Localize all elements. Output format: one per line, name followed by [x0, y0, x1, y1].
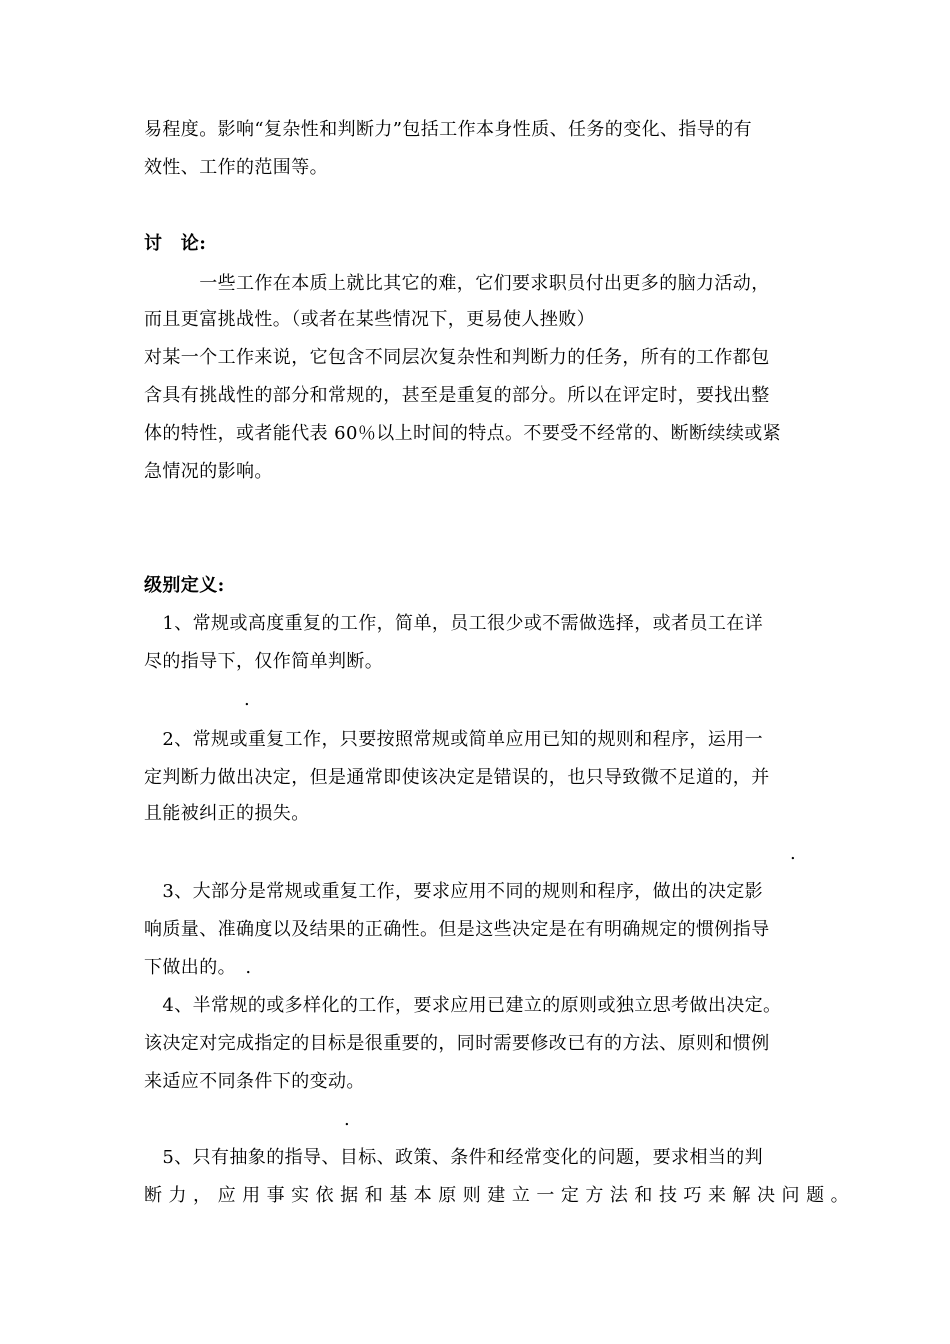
level3-line-2: 响质量、准确度以及结果的正确性。但是这些决定是在有明确规定的惯例指导 [144, 919, 770, 940]
intro-line-2: 效性、工作的范围等。 [144, 157, 328, 178]
discussion-line-4: 含具有挑战性的部分和常规的，甚至是重复的部分。所以在评定时，要找出整 [144, 385, 770, 406]
level1-line-1: 1、常规或高度重复的工作，简单，员工很少或不需做选择，或者员工在详 [144, 613, 764, 634]
discussion-line-2: 而且更富挑战性。（或者在某些情况下，更易使人挫败） [144, 309, 595, 330]
discussion-line-1: 一些工作在本质上就比其它的难，它们要求职员付出更多的脑力活动， [144, 273, 770, 294]
level3-line-1: 3、大部分是常规或重复工作，要求应用不同的规则和程序，做出的决定影 [144, 881, 764, 902]
discussion-line-6: 急情况的影响。 [144, 461, 273, 482]
dot-mark-3: . [344, 1109, 350, 1130]
dot-mark-1: . [244, 689, 250, 710]
level4-line-1: 4、半常规的或多样化的工作，要求应用已建立的原则或独立思考做出决定。 [144, 995, 782, 1016]
level3-line-3: 下做出的。 . [144, 957, 252, 978]
intro-line-1: 易程度。影响“复杂性和判断力”包括工作本身性质、任务的变化、指导的有 [144, 119, 753, 140]
level5-line-2: 断 力 ， 应 用 事 实 依 据 和 基 本 原 则 建 立 一 定 方 法 和 技 巧 来 解 决 问 题 。 [144, 1185, 850, 1206]
level2-line-2: 定判断力做出决定，但是通常即使该决定是错误的，也只导致微不足道的，并 [144, 767, 770, 788]
discussion-line-5: 体的特性，或者能代表 60％以上时间的特点。不要受不经常的、断断续续或紧 [144, 423, 782, 444]
discussion-heading: 讨 论: [144, 233, 207, 254]
level1-line-2: 尽的指导下，仅作简单判断。 [144, 651, 384, 672]
level2-line-3: 且能被纠正的损失。 [144, 803, 310, 824]
level4-line-3: 来适应不同条件下的变动。 [144, 1071, 365, 1092]
level4-line-2: 该决定对完成指定的目标是很重要的，同时需要修改已有的方法、原则和惯例 [144, 1033, 770, 1054]
discussion-line-3: 对某一个工作来说，它包含不同层次复杂性和判断力的任务，所有的工作都包 [144, 347, 770, 368]
levels-heading: 级别定义: [144, 575, 225, 596]
dot-mark-2: . [790, 843, 796, 864]
level5-line-1: 5、只有抽象的指导、目标、政策、条件和经常变化的问题，要求相当的判 [144, 1147, 764, 1168]
level2-line-1: 2、常规或重复工作，只要按照常规或简单应用已知的规则和程序，运用一 [144, 729, 764, 750]
